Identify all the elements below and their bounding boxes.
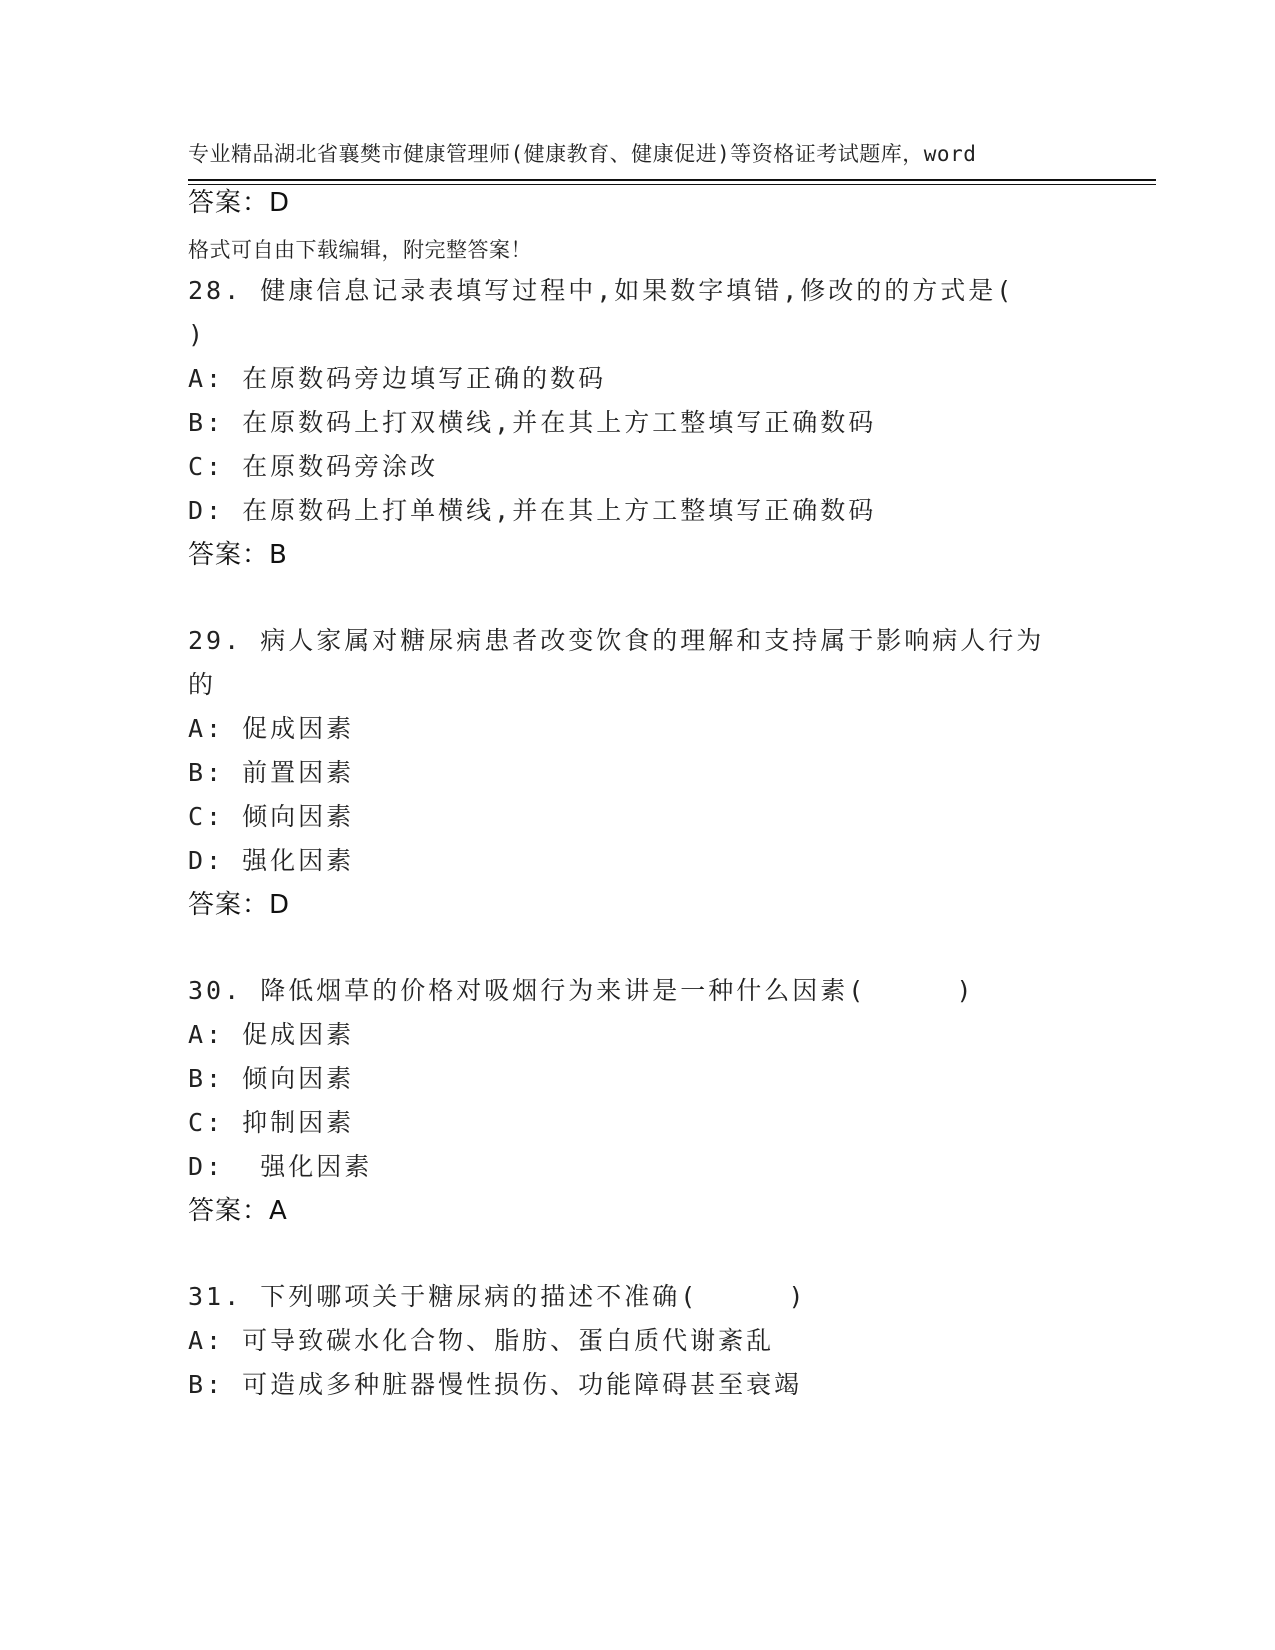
option-b: B: 前置因素 xyxy=(188,758,355,787)
option-a: A: 可导致碳水化合物、脂肪、蛋白质代谢紊乱 xyxy=(188,1326,775,1355)
question-stem-continued: 的 xyxy=(188,670,217,699)
option-b: B: 可造成多种脏器慢性损伤、功能障碍甚至衰竭 xyxy=(188,1370,803,1399)
answer-line: 答案：B xyxy=(188,540,288,570)
header-line-2: 格式可自由下载编辑，附完整答案！ xyxy=(188,238,532,262)
option-d: D: 强化因素 xyxy=(188,1152,373,1181)
option-a: A: 促成因素 xyxy=(188,714,355,743)
answer-line: 答案：D xyxy=(188,188,291,218)
option-d: D: 在原数码上打单横线,并在其上方工整填写正确数码 xyxy=(188,496,877,525)
question-stem: 30. 降低烟草的价格对吸烟行为来讲是一种什么因素( ) xyxy=(188,976,975,1005)
header-line-1: 专业精品湖北省襄樊市健康管理师(健康教育、健康促进)等资格证考试题库，word xyxy=(188,142,977,166)
option-b: B: 倾向因素 xyxy=(188,1064,355,1093)
header-divider-thin xyxy=(188,184,1156,185)
option-a: A: 在原数码旁边填写正确的数码 xyxy=(188,364,607,393)
question-stem-continued: ) xyxy=(188,320,207,349)
question-stem: 29. 病人家属对糖尿病患者改变饮食的理解和支持属于影响病人行为 xyxy=(188,626,1045,655)
question-stem: 31. 下列哪项关于糖尿病的描述不准确( ) xyxy=(188,1282,807,1311)
question-stem: 28. 健康信息记录表填写过程中,如果数字填错,修改的的方式是( xyxy=(188,276,1015,305)
answer-line: 答案：A xyxy=(188,1196,288,1226)
option-c: C: 倾向因素 xyxy=(188,802,355,831)
option-c: C: 抑制因素 xyxy=(188,1108,355,1137)
answer-line: 答案：D xyxy=(188,890,291,920)
option-d: D: 强化因素 xyxy=(188,846,355,875)
option-a: A: 促成因素 xyxy=(188,1020,355,1049)
header-divider-thick xyxy=(188,179,1156,181)
option-b: B: 在原数码上打双横线,并在其上方工整填写正确数码 xyxy=(188,408,877,437)
option-c: C: 在原数码旁涂改 xyxy=(188,452,439,481)
